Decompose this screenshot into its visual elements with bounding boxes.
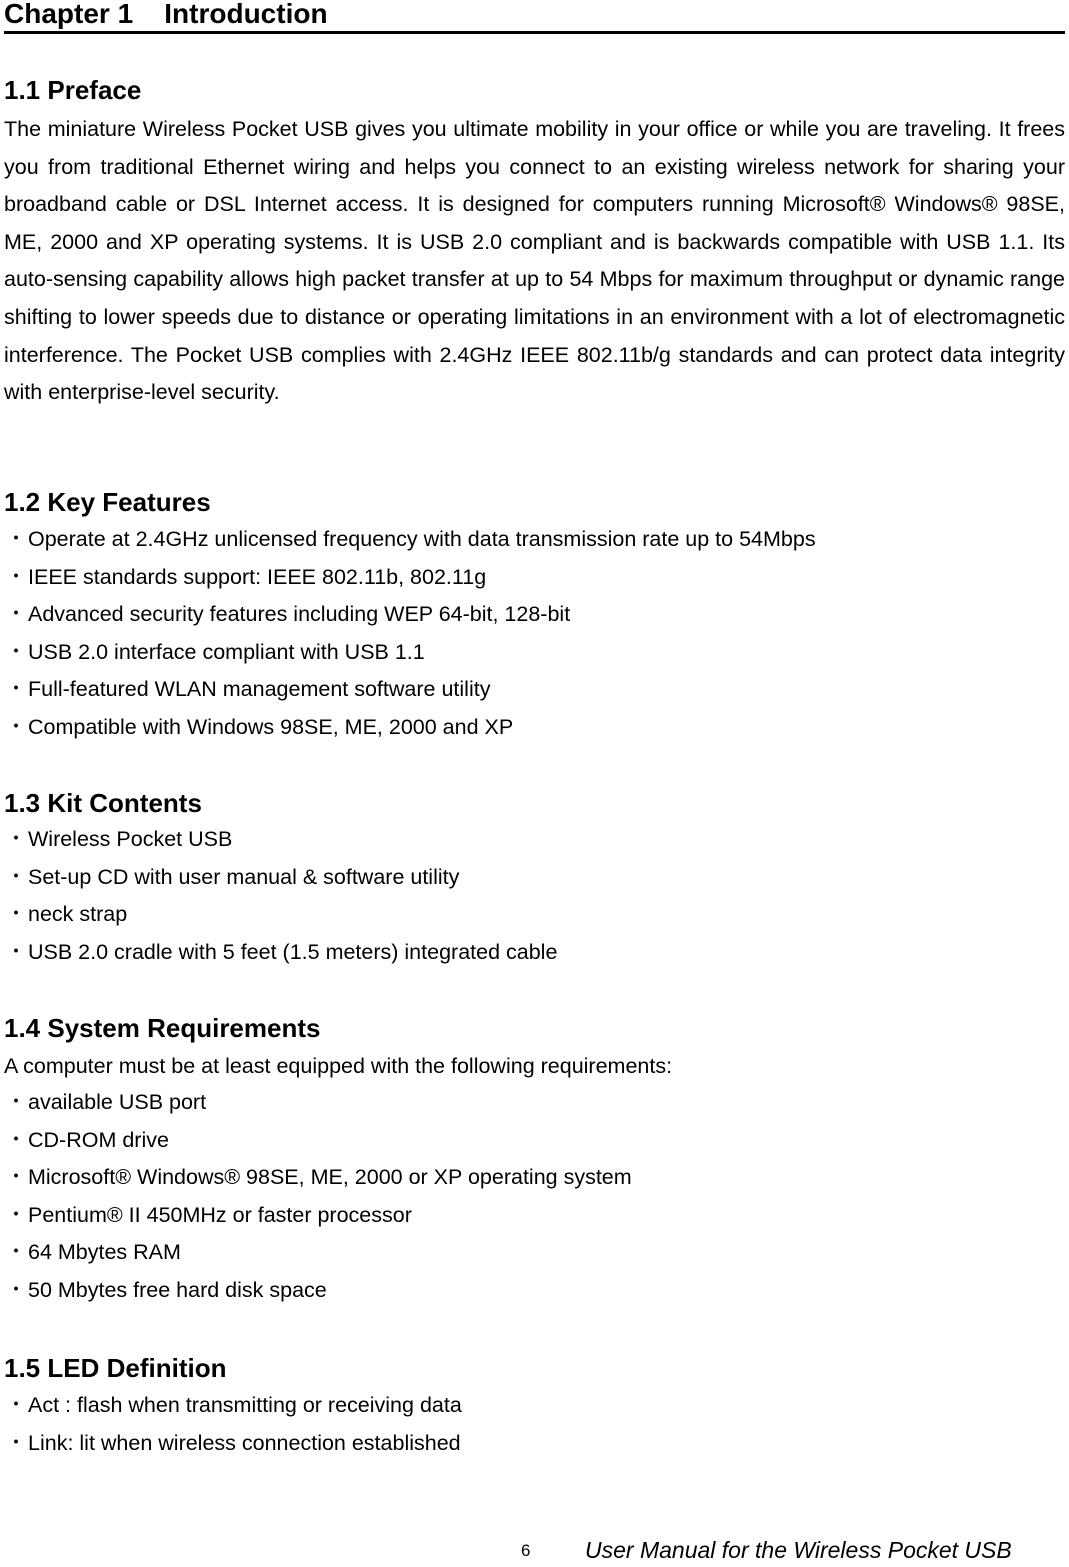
bullet-icon: ・ [5,1165,27,1189]
bullet-icon: ・ [5,714,27,739]
key-features-heading: 1.2 Key Features [4,487,211,517]
list-item: ・Pentium® II 450MHz or faster processor [5,1202,412,1227]
list-item: ・Wireless Pocket USB [5,827,233,851]
list-item: ・Advanced security features including WEP 64-bit, 128-bit [5,602,571,626]
bullet-icon: ・ [5,939,27,964]
list-item: ・Microsoft® Windows® 98SE, ME, 2000 or XP operating system [5,1165,632,1189]
bullet-icon: ・ [5,639,27,664]
kit-contents-list [4,826,557,976]
chapter-title: Chapter 1 Introduction [4,0,1065,34]
list-item: ・available USB port [5,1090,207,1114]
list-item: ・Act : flash when transmitting or receiving data [5,1393,462,1417]
requirements-list [4,1089,632,1314]
bullet-icon: ・ [5,1430,27,1455]
bullet-icon: ・ [5,564,27,589]
bullet-icon: ・ [5,1202,27,1227]
requirements-intro: A computer must be at least equipped with the following requirements: [4,1054,673,1078]
bullet-icon: ・ [5,864,27,889]
led-definition-heading: 1.5 LED Definition [4,1353,227,1383]
kit-contents-heading: 1.3 Kit Contents [4,788,202,818]
bullet-icon: ・ [5,1127,27,1152]
bullet-icon: ・ [5,602,27,626]
key-features-list [4,526,816,751]
footer-manual-title: User Manual for the Wireless Pocket USB [585,1537,1012,1563]
bullet-icon: ・ [5,827,27,851]
list-item: ・CD-ROM drive [5,1127,169,1152]
list-item: ・USB 2.0 interface compliant with USB 1.1 [5,639,425,664]
led-definition-list [4,1392,462,1467]
bullet-icon: ・ [5,1090,27,1114]
bullet-icon: ・ [5,527,27,551]
list-item: ・50 Mbytes free hard disk space [5,1277,327,1302]
bullet-icon: ・ [5,1393,27,1417]
list-item: ・Compatible with Windows 98SE, ME, 2000 and XP [5,714,514,739]
list-item: ・Set-up CD with user manual & software utility [5,864,460,889]
list-item: ・USB 2.0 cradle with 5 feet (1.5 meters) integrated cable [5,939,558,964]
list-item: ・IEEE standards support: IEEE 802.11b, 802.11g [5,564,487,589]
bullet-icon: ・ [5,1277,27,1302]
bullet-icon: ・ [5,1240,27,1264]
system-requirements-heading: 1.4 System Requirements [4,1013,321,1043]
bullet-icon: ・ [5,902,27,926]
page-number: 6 [521,1541,531,1560]
list-item: ・neck strap [5,902,128,926]
list-item: ・Link: lit when wireless connection established [5,1430,461,1455]
bullet-icon: ・ [5,677,27,701]
list-item: ・Full-featured WLAN management software utility [5,677,491,701]
preface-paragraph: The miniature Wireless Pocket USB gives you ultimate mobility in your office or while you are traveling. It frees you from traditional Ethernet wiring and helps you connect to an existing wireless network for sharing your broadband cable or DSL Internet access. It is designed for computers running Microsoft® Windows® 98SE, ME, 2000 and XP operating systems. It is USB 2.0 compliant and is backwards compatible with USB 1.1. Its auto-sensing capability allows high packet transfer at up to 54 Mbps for maximum throughput or dynamic range shifting to lower speeds due to distance or operating limitations in an environment with a lot of electromagnetic interference. The Pocket USB complies with 2.4GHz IEEE 802.11b/g standards and can protect data integrity with enterprise-level security. [4,117,1065,405]
list-item: ・64 Mbytes RAM [5,1240,181,1264]
list-item: ・Operate at 2.4GHz unlicensed frequency with data transmission rate up to 54Mbps [5,527,816,551]
preface-heading: 1.1 Preface [4,75,142,105]
